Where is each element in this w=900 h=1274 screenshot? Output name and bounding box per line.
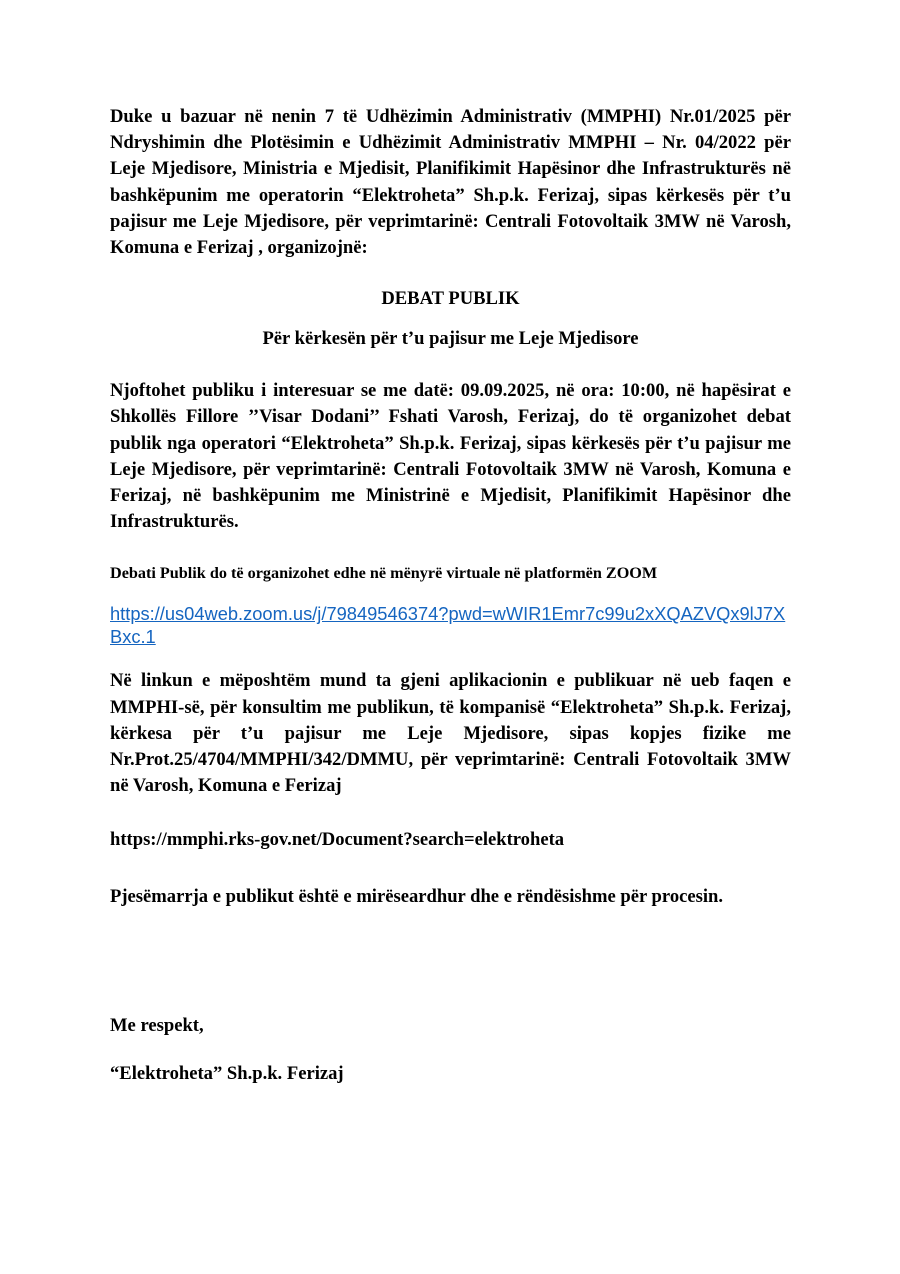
zoom-link[interactable]: https://us04web.zoom.us/j/79849546374?pwd=wWIR1Emr7c99u2xXQAZVQx9lJ7XBxc.1 <box>110 603 786 648</box>
virtual-notice: Debati Publik do të organizohet edhe në mënyrë virtuale në platformën ZOOM <box>110 564 658 583</box>
document-heading: DEBAT PUBLIK <box>381 288 520 310</box>
closing-paragraph: Pjesëmarrja e publikut është e mirëseardhur dhe e rëndësishme për procesin. <box>110 886 724 908</box>
document-url: https://mmphi.rks-gov.net/Document?search=elektroheta <box>110 829 565 851</box>
application-paragraph: Në linkun e mëposhtëm mund ta gjeni aplikacionin e publikuar në ueb faqen e MMPHI-së, për konsultim me publikun, të kompanisë “Elektroheta” Sh.p.k. Ferizaj, kërkesa për t’u pajisur me Leje Mjedisore, sipas kopjes fizike me Nr.Prot.25/4704/MMPHI/342/DMMU, për veprimtarinë: Centrali Fotovoltaik 3MW në Varosh, Komuna e Ferizaj <box>110 670 791 797</box>
document-page <box>110 104 791 1087</box>
intro-paragraph: Duke u bazuar në nenin 7 të Udhëzimin Administrativ (MMPHI) Nr.01/2025 për Ndryshimin dhe Plotësimin e Udhëzimit Administrativ MMPHI – Nr. 04/2022 për Leje Mjedisore, Ministria e Mjedisit, Planifikimit Hapësinor dhe Infrastrukturës në bashkëpunim me operatorin “Elektroheta” Sh.p.k. Ferizaj, sipas kërkesës për t’u pajisur me Leje Mjedisore, për veprimtarinë: Centrali Fotovoltaik 3MW në Varosh, Komuna e Ferizaj , organizojnë: <box>110 106 791 259</box>
regards-line: Me respekt, <box>110 1014 204 1036</box>
signature-line: “Elektroheta” Sh.p.k. Ferizaj <box>110 1062 344 1084</box>
notice-paragraph: Njoftohet publiku i interesuar se me datë: 09.09.2025, në ora: 10:00, në hapësirat e Shkollës Fillore ’’Visar Dodani’’ Fshati Varosh, Ferizaj, do të organizohet debat publik nga operatori “Elektroheta” Sh.p.k. Ferizaj, sipas kërkesës për t’u pajisur me Leje Mjedisore, për veprimtarinë: Centrali Fotovoltaik 3MW në Varosh, Komuna e Ferizaj, në bashkëpunim me Ministrinë e Mjedisit, Planifikimit Hapësinor dhe Infrastrukturës. <box>110 380 791 533</box>
document-subheading: Për kërkesën për t’u pajisur me Leje Mjedisore <box>262 328 639 350</box>
